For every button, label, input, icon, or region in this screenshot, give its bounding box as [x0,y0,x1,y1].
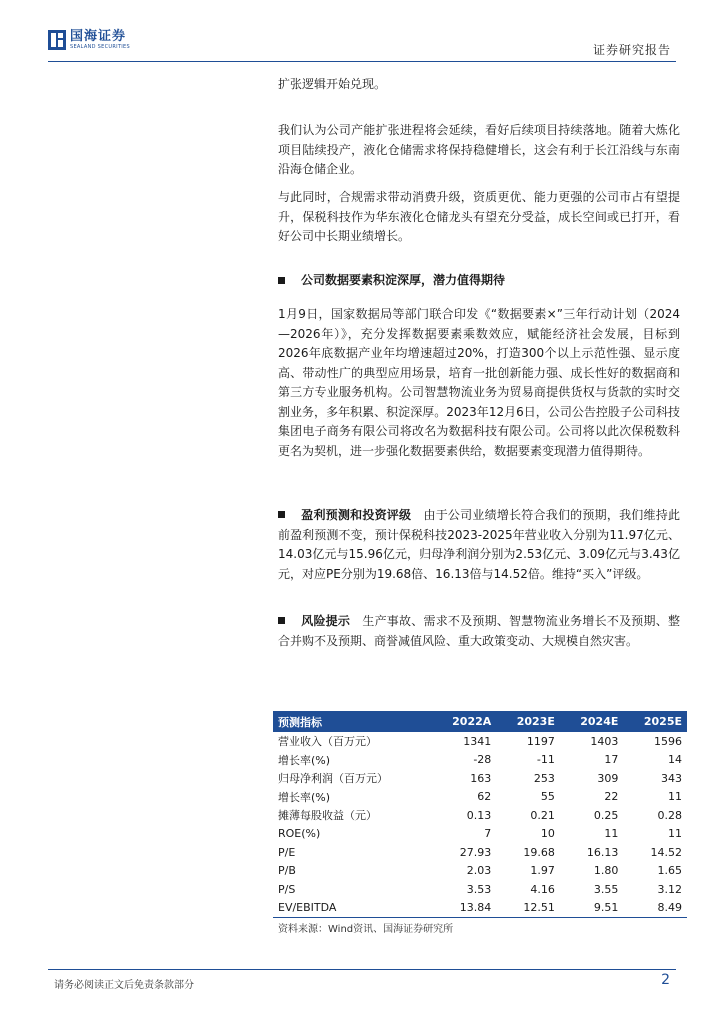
table-row [273,843,687,862]
table-cell: 16.13 [586,845,619,859]
table-cell: 0.25 [593,808,619,822]
table-cell: EV/EBITDA [273,899,431,918]
table-cell: 55 [540,790,555,804]
table-cell: 1.65 [657,864,682,878]
paragraph-3: 1月9日，国家数据局等部门联合印发《“数据要素×”三年行动计划（2024—2026年）》，充分发挥数据要素乘数效应，赋能经济社会发展，目标到2026年底数据产业年均增速超过20%，打造300个以上示范性强、显示度高、带动性广的典型应用场景，培育一批创新能力强、成长性好的数据商和第三方专业服务机构。公司智慧物流业务为贸易商提供货权与货款的实时交割业务，多年积累、积淀深厚。2023年12月6日，公司公告控股子公司科技集团电子商务有限公司将改名为数据科技有限公司。公司将以此次保税数科更名为契机，进一步强化数据要素供给，数据要素变现潜力值得期待。 [278,307,680,458]
company-logo [48,30,130,50]
table-cell: 1403 [590,734,619,748]
forecast-text: 由于公司业绩增长符合我们的预期，我们维持此前盈利预测不变，预计保税科技2023-2025年营业收入分别为11.97亿元、14.03亿元与15.96亿元，归母净利润分别为2.53亿元、3.09亿元与3.43亿元，对应PE分别为19.68倍、16.13倍与14.52倍。维持“买入”评级。 [278,508,680,581]
table-cell: P/E [278,845,296,859]
table-cell: 13.84 [431,899,496,918]
table-cell: 1341 [463,734,492,748]
table-cell: 12.51 [496,899,560,918]
table-cell: 17 [604,753,619,767]
table-cell: 8.49 [623,899,687,918]
table-cell: P/S [278,882,296,896]
logo-name-en: SEALAND SECURITIES [70,44,130,50]
table-cell: 11 [604,827,619,841]
table-row [273,732,687,751]
table-row [273,769,687,788]
square-bullet-icon [278,617,285,624]
footer-disclaimer: 请务必阅读正文后免责条款部分 [54,980,194,991]
table-cell: 摊薄每股收益（元） [278,809,377,823]
table-row [273,899,687,918]
section-heading-data-elements [278,271,505,291]
page-number: 2 [661,972,670,988]
table-cell: 3.12 [657,882,682,896]
table-cell: 4.16 [530,882,555,896]
table-cell: 0.21 [530,808,555,822]
table-cell: 19.68 [523,845,555,859]
table-cell: 3.53 [466,882,492,896]
table-header: 预测指标 [273,711,431,732]
sealand-logo-icon [48,30,66,50]
table-header: 2023E [496,711,560,732]
table-cell: 1.80 [593,864,619,878]
table-cell: 增长率(%) [278,790,331,804]
footer-divider [48,969,676,970]
table-cell: 309 [597,771,619,785]
table-row [273,751,687,770]
table-cell: 1596 [654,734,682,748]
paragraph-risk [278,612,680,651]
section-title-forecast: 盈利预测和投资评级 [301,508,412,522]
table-cell: -28 [473,753,492,767]
table-cell: 归母净利润（百万元） [278,772,388,786]
table-cell: 10 [540,827,555,841]
table-cell: 62 [477,790,492,804]
section-title-risk: 风险提示 [301,614,351,628]
table-cell: 11 [668,827,682,841]
table-row [273,806,687,825]
report-type-label: 证券研究报告 [592,43,671,57]
table-cell: 343 [661,771,682,785]
table-header: 2022A [431,711,496,732]
table-cell: 163 [470,771,492,785]
table-row [273,862,687,881]
section-title: 公司数据要素积淀深厚，潜力值得期待 [301,273,506,287]
table-cell: 0.13 [466,808,492,822]
table-cell: 22 [604,790,619,804]
table-cell: ROE(%) [278,827,321,841]
table-header: 2025E [623,711,687,732]
table-source-note: 资料来源：Wind资讯、国海证券研究所 [278,924,454,935]
table-cell: 0.28 [657,808,682,822]
table-cell: 11 [668,790,682,804]
table-cell: 27.93 [459,845,492,859]
table-cell: 1197 [526,734,555,748]
paragraph-1: 我们认为公司产能扩张进程将会延续，看好后续项目持续落地。随着大炼化项目陆续投产，液化仓储需求将保持稳健增长，这会有利于长江沿线与东南沿海仓储企业。 [278,123,680,176]
table-cell: 1.97 [530,864,555,878]
table-cell: 14 [668,753,682,767]
square-bullet-icon [278,277,285,284]
forecast-table [273,711,687,918]
table-cell: P/B [278,864,296,878]
risk-text: 生产事故、需求不及预期、智慧物流业务增长不及预期、整合并购不及预期、商誉减值风险、重大政策变动、大规模自然灾害。 [278,614,680,648]
square-bullet-icon [278,511,285,518]
paragraph-forecast [278,506,680,584]
table-row [273,880,687,899]
logo-name-cn: 国海证券 [70,29,127,44]
table-cell: 2.03 [466,864,492,878]
table-header: 2024E [560,711,624,732]
table-row [273,788,687,807]
paragraph-0: 扩张逻辑开始兑现。 [278,77,387,91]
table-header-row [273,711,687,732]
table-cell: 营业收入（百万元） [278,735,377,749]
header-divider [48,61,676,62]
table-cell: -11 [536,753,555,767]
paragraph-2: 与此同时，合规需求带动消费升级，资质更优、能力更强的公司市占有望提升，保税科技作为华东液化仓储龙头有望充分受益，成长空间或已打开，看好公司中长期业绩增长。 [278,190,680,243]
table-cell: 14.52 [650,845,682,859]
page-header [0,0,724,62]
table-cell: 253 [533,771,555,785]
table-row [273,825,687,844]
table-cell: 3.55 [593,882,619,896]
table-cell: 增长率(%) [278,753,331,767]
table-cell: 9.51 [560,899,624,918]
table-cell: 7 [484,827,492,841]
